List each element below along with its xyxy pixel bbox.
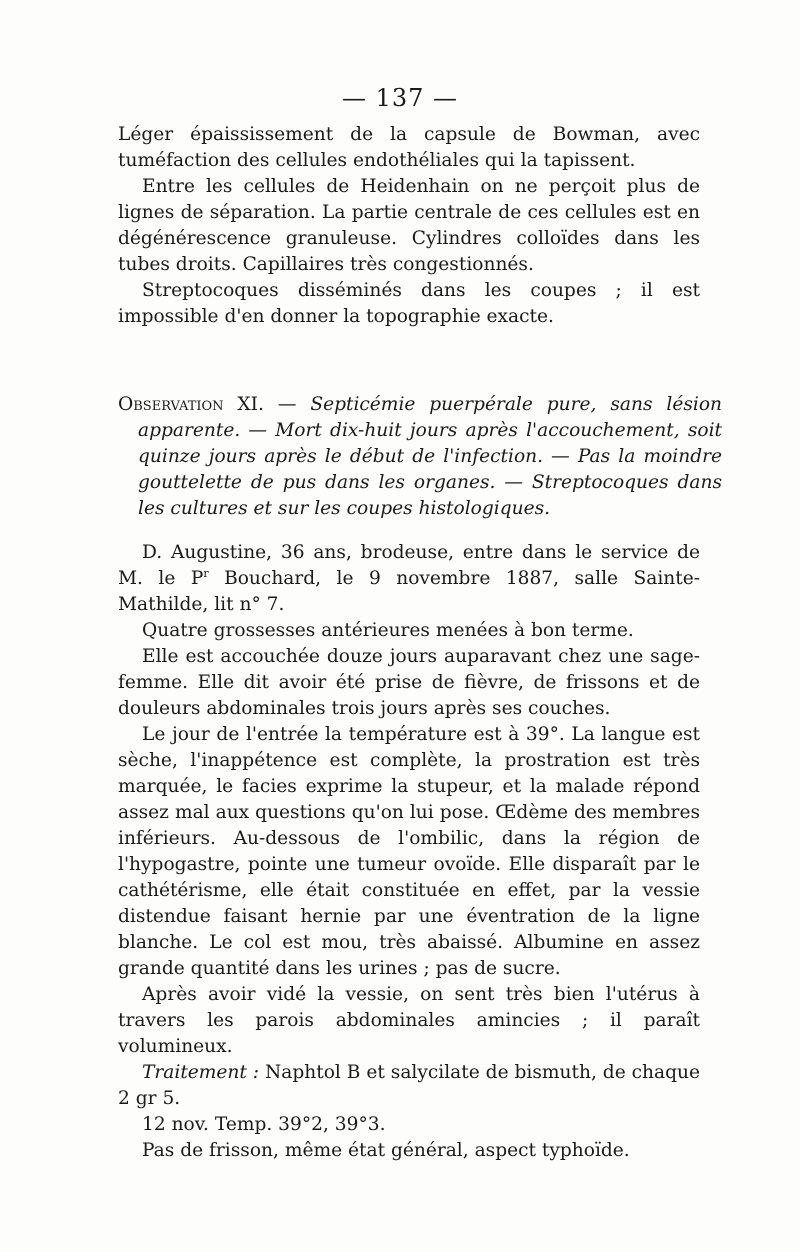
paragraph-grossesses: Quatre grossesses antérieures menées à bon terme. bbox=[142, 620, 634, 641]
observation-dash: — bbox=[263, 394, 311, 415]
page-number: — 137 — bbox=[341, 84, 459, 112]
paragraph-traitement bbox=[118, 1060, 700, 1112]
paragraph-streptocoques: Streptocoques disséminés dans les coupes ; il est impossible d'en donner la topographie exacte. bbox=[118, 280, 700, 327]
paragraph-accouchee: Elle est accouchée douze jours auparavant chez une sage-femme. Elle dit avoir été prise de fièvre, de frissons et de douleurs abdominales trois jours après ses couches. bbox=[118, 646, 700, 719]
paragraph-entree: Le jour de l'entrée la température est à 39°. La langue est sèche, l'inappétence est complète, la prostration est très marquée, le facies exprime la stupeur, et la malade répond assez mal aux questions qu'on lui pose. Œdème des membres inférieurs. Au-dessous de l'ombilic, dans la région de l'hypogastre, pointe une tumeur ovoïde. Elle disparaît par le cathétérisme, elle était constituée en effet, par la vessie distendue faisant hernie par une éventration de la ligne blanche. Le col est mou, très abaissé. Albumine en assez grande quantité dans les urines ; pas de sucre. bbox=[118, 724, 700, 979]
traitement-text: Naphtol B et salycilate de bismuth, de chaque 2 gr 5. bbox=[118, 1062, 700, 1109]
professor-sup: r bbox=[203, 566, 209, 580]
patient-text-b: Bouchard, le 9 novembre 1887, salle Sainte-Mathilde, lit n° 7. bbox=[118, 568, 700, 615]
paragraph-patient bbox=[118, 540, 700, 618]
paragraph-vessie: Après avoir vidé la vessie, on sent très bien l'utérus à travers les parois abdominales amincies ; il paraît volumineux. bbox=[118, 984, 700, 1057]
observation-label: Observation XI. bbox=[118, 394, 264, 415]
patient-text-a: D. Augustine, 36 ans, brodeuse, entre dans le service de M. le P bbox=[118, 542, 700, 589]
paragraph-heidenhain: Entre les cellules de Heidenhain on ne perçoit plus de lignes de séparation. La partie centrale de ces cellules est en dégénérescence granuleuse. Cylindres colloïdes dans les tubes droits. Capillaires très congestionnés. bbox=[118, 176, 700, 275]
observation-heading bbox=[118, 392, 722, 522]
paragraph-frisson: Pas de frisson, même état général, aspect typhoïde. bbox=[142, 1140, 630, 1161]
traitement-label: Traitement : bbox=[142, 1062, 260, 1083]
paragraph-temperature: 12 nov. Temp. 39°2, 39°3. bbox=[142, 1114, 386, 1135]
top-text-block bbox=[118, 122, 700, 330]
paragraph-bowman: Léger épaississement de la capsule de Bowman, avec tuméfaction des cellules endothéliales qui la tapissent. bbox=[118, 124, 700, 171]
observation-title: Septicémie puerpérale pure, sans lésion apparente. — Mort dix-huit jours après l'accouchement, soit quinze jours après le début de l'infection. — Pas la moindre gouttelette de pus dans les organes. — Streptocoques dans les cultures et sur les coupes histologiques. bbox=[138, 394, 722, 519]
case-text-block bbox=[118, 540, 700, 1164]
